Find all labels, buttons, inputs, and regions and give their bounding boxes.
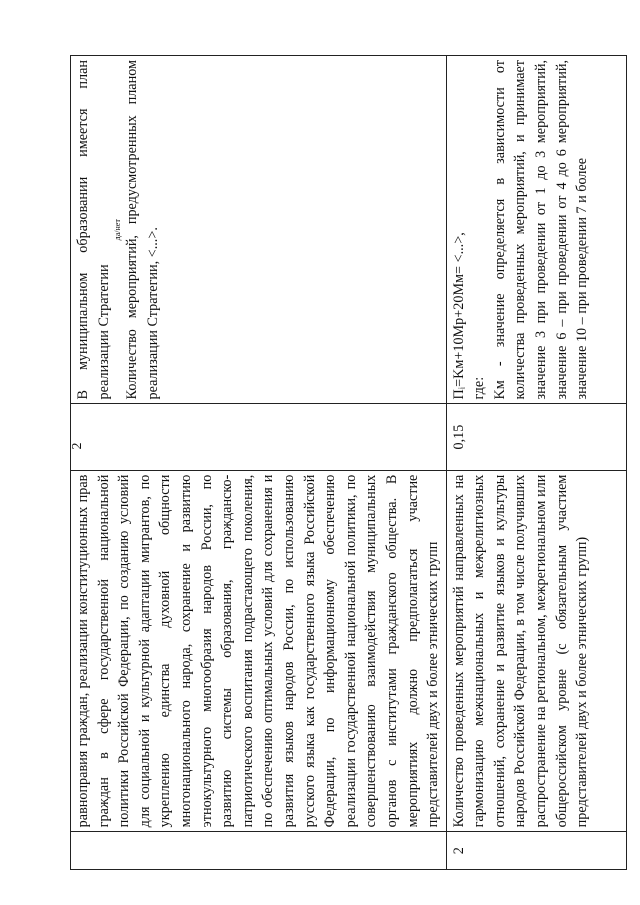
table-row [71,56,447,870]
formula-description: Kм - значение определяется в зависимости от количества проведенных мероприятий, и принимает значение 3 при проведении от 1 до 3 мероприятий, значение 6 – при проведении от 4 до 6 мероприятий, значение 10 – при проведении 7 и более [491,60,591,400]
yes-no-caption: да/нет [113,219,123,241]
indicator-text: Количество проведенных мероприятий направленных на гармонизацию межнациональных и межрелигиозных отношений, сохранение и развитие языков и культуры народов Российской Федерации, в том числе получивших распространение на региональном, межрегиональном или общероссийском уровне (с обязательным участием представителей двух и более этнических групп) [446,470,626,832]
row-number: 2 [446,832,626,870]
weight-value [71,404,447,470]
formula-cell [446,56,626,404]
indicator-table [70,55,627,870]
formula-cell [71,56,447,404]
page-number: 2 [70,442,85,450]
weight-value: 0,15 [446,404,626,470]
formula-line: Количество мероприятий, предусмотренных планом реализации Стратегии, <...>. [124,60,161,400]
row-number [71,832,447,870]
document-table-rotated [70,55,591,870]
formula-line: В муниципальном образовании имеется план реализации Стратегии [75,60,112,400]
formula-main: Пᵢ=Kм+10Mр+20Mм= <...>, [450,232,467,400]
indicator-text: равноправия граждан, реализации конституционных прав граждан в сфере государственной национальной политики Российской Федерации, по созданию условий для социальной и культурной адаптации мигрантов, по укреплению единства духовной общности многонационального народа, сохранение и развитию этнокультурного многообразия народов России, по развитию системы образования, гражданско-патриотического воспитания подрастающего поколения, по обеспечению оптимальных условий для сохранения и развития языков народов России, по использованию русского языка как государственного языка Российской Федерации, по информационному обеспечению реализации государственной национальной политики, по совершенствованию взаимодействия муниципальных органов с институтами гражданского общества. В мероприятиях должно предполагаться участие представителей двух и более этнических групп [71,470,447,832]
table-row [446,56,626,870]
formula-where: где: [471,376,488,400]
